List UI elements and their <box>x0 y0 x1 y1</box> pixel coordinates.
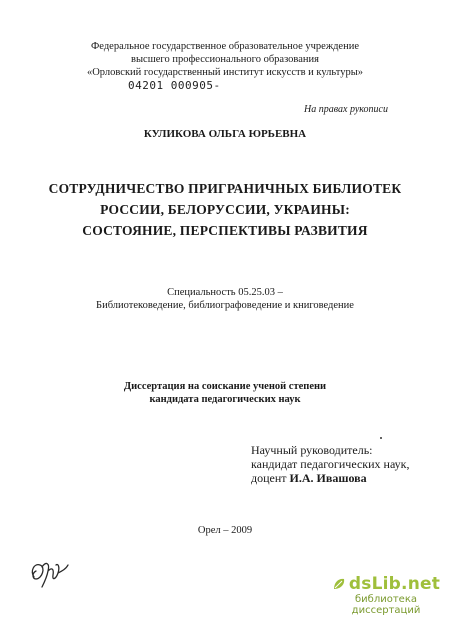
advisor-rank-line <box>251 471 409 485</box>
place-year: Орел – 2009 <box>197 525 253 536</box>
rights-note: На правах рукописи <box>304 104 388 115</box>
registry-code: 04201 000905- <box>128 79 221 92</box>
institution-line: высшего профессионального образования <box>131 54 319 65</box>
advisor-degree: кандидат педагогических наук, <box>251 457 410 471</box>
advisor-rank: доцент <box>251 471 290 485</box>
speck-mark <box>380 437 382 439</box>
institution-line: Федеральное государственное образовательное учреждение <box>91 41 359 52</box>
institution-line: «Орловский государственный институт искусств и культуры» <box>86 67 364 78</box>
specialty <box>0 286 450 312</box>
dissertation-title <box>0 178 450 241</box>
advisor-role: Научный руководитель: <box>251 443 373 457</box>
title-line: СОТРУДНИЧЕСТВО ПРИГРАНИЧНЫХ БИБЛИОТЕК <box>48 181 402 196</box>
watermark <box>330 574 442 616</box>
title-line: СОСТОЯНИЕ, ПЕРСПЕКТИВЫ РАЗВИТИЯ <box>82 223 368 238</box>
institution-header <box>0 40 450 79</box>
advisor-name: И.А. Ивашова <box>289 471 367 485</box>
degree-line: Диссертация на соискание ученой степени <box>123 381 327 392</box>
advisor-block <box>251 443 409 485</box>
degree-statement <box>0 380 450 406</box>
leaf-icon <box>332 577 346 591</box>
handwritten-signature <box>28 553 72 591</box>
title-line: РОССИИ, БЕЛОРУССИИ, УКРАИНЫ: <box>100 202 350 217</box>
specialty-line: Библиотековедение, библиографоведение и книговедение <box>96 300 354 311</box>
watermark-name: dsLib.net <box>348 574 441 594</box>
author-name: КУЛИКОВА ОЛЬГА ЮРЬЕВНА <box>143 128 307 140</box>
watermark-subtitle: библиотека диссертаций <box>351 594 421 616</box>
degree-line: кандидата педагогических наук <box>149 394 301 405</box>
specialty-line: Специальность 05.25.03 – <box>167 287 283 298</box>
